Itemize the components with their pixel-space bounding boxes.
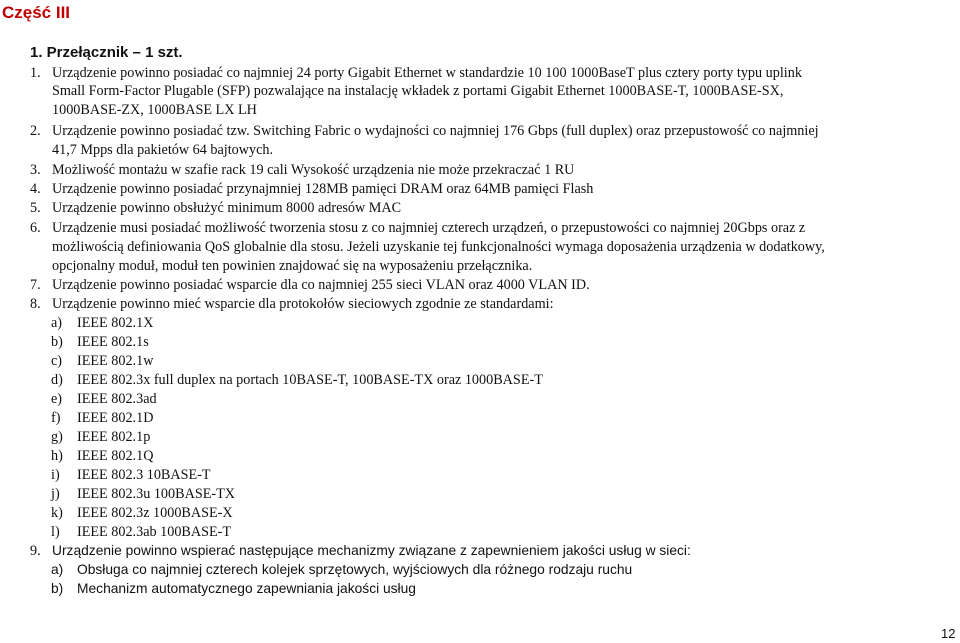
item-text: Możliwość montażu w szafie rack 19 cali Wysokość urządzenia nie może przekraczać 1 RU: [52, 162, 575, 178]
protocol-text: IEEE 802.3 10BASE-T: [77, 467, 211, 483]
item-text: Urządzenie powinno posiadać wsparcie dla co najmniej 255 sieci VLAN oraz 4000 VLAN ID.: [52, 277, 590, 293]
item-text: Urządzenie powinno obsłużyć minimum 8000 adresów MAC: [52, 200, 402, 216]
item-number: 5.: [30, 200, 41, 216]
item-text: Urządzenie musi posiadać możliwość tworzenia stosu z co najmniej czterech urządzeń, o przepustowości co najmniej 20Gbps oraz z: [52, 220, 806, 236]
protocol-text: IEEE 802.3ad: [77, 391, 157, 407]
item-number: 3.: [30, 162, 41, 178]
qos-letter: a): [51, 562, 64, 577]
item-text: 1000BASE-ZX, 1000BASE LX LH: [52, 102, 257, 118]
protocol-letter: j): [51, 486, 60, 502]
qos-letter: b): [51, 581, 64, 596]
part-title: Część III: [2, 3, 71, 22]
protocol-letter: b): [51, 334, 63, 350]
protocol-text: IEEE 802.1X: [77, 315, 154, 331]
protocol-text: IEEE 802.1p: [77, 429, 151, 445]
item-text: 41,7 Mpps dla pakietów 64 bajtowych.: [52, 142, 274, 158]
item-number: 9.: [30, 543, 41, 559]
protocol-text: IEEE 802.1s: [77, 334, 149, 350]
section-title: 1. Przełącznik – 1 szt.: [30, 44, 183, 61]
item-text: Urządzenie powinno posiadać co najmniej 24 porty Gigabit Ethernet w standardzie 10 100 1000BaseT plus cztery porty typu uplink: [52, 65, 802, 81]
protocol-letter: g): [51, 429, 63, 445]
item-text: opcjonalny moduł, moduł ten powinien znajdować się na wyposażeniu przełącznika.: [52, 258, 533, 274]
protocol-text: IEEE 802.3u 100BASE-TX: [77, 486, 236, 502]
item-number: 8.: [30, 296, 41, 312]
protocol-letter: i): [51, 467, 60, 483]
protocol-letter: e): [51, 391, 63, 407]
qos-text: Obsługa co najmniej czterech kolejek sprzętowych, wyjściowych dla różnego rodzaju ruchu: [77, 562, 633, 577]
protocol-letter: a): [51, 315, 63, 331]
item-number: 2.: [30, 123, 41, 139]
protocol-text: IEEE 802.3z 1000BASE-X: [77, 505, 233, 521]
item-number: 6.: [30, 220, 41, 236]
protocol-text: IEEE 802.1Q: [77, 448, 154, 464]
protocol-text: IEEE 802.3ab 100BASE-T: [77, 524, 232, 540]
item-number: 7.: [30, 277, 41, 293]
page-number: 12: [941, 626, 956, 641]
protocol-letter: k): [51, 505, 63, 521]
protocol-text: IEEE 802.1D: [77, 410, 154, 426]
protocol-text: IEEE 802.1w: [77, 353, 154, 369]
item-number: 1.: [30, 65, 41, 81]
protocol-letter: c): [51, 353, 63, 369]
item-number: 4.: [30, 181, 41, 197]
protocol-letter: f): [51, 410, 61, 426]
protocol-letter: h): [51, 448, 63, 464]
item-text: Urządzenie powinno mieć wsparcie dla protokołów sieciowych zgodnie ze standardami:: [52, 296, 554, 312]
item-text: Urządzenie powinno posiadać tzw. Switching Fabric o wydajności co najmniej 176 Gbps (full duplex) oraz przepustowość co najmniej: [52, 123, 819, 139]
item-text: Urządzenie powinno wspierać następujące mechanizmy związane z zapewnieniem jakości usług w sieci:: [52, 543, 691, 558]
protocol-text: IEEE 802.3x full duplex na portach 10BASE-T, 100BASE-TX oraz 1000BASE-T: [77, 372, 543, 388]
qos-text: Mechanizm automatycznego zapewniania jakości usług: [77, 581, 416, 596]
protocol-letter: d): [51, 372, 63, 388]
item-text: możliwością definiowania QoS globalnie dla stosu. Jeżeli uzyskanie tej funkcjonalności wymaga doposażenia urządzenia w dodatkowy,: [52, 239, 825, 255]
item-text: Urządzenie powinno posiadać przynajmniej 128MB pamięci DRAM oraz 64MB pamięci Flash: [52, 181, 594, 197]
item-text: Small Form-Factor Plugable (SFP) pozwalające na instalację wkładek z portami Gigabit Ethernet 1000BASE-T, 1000BASE-SX,: [52, 83, 784, 99]
protocol-letter: l): [51, 524, 60, 540]
